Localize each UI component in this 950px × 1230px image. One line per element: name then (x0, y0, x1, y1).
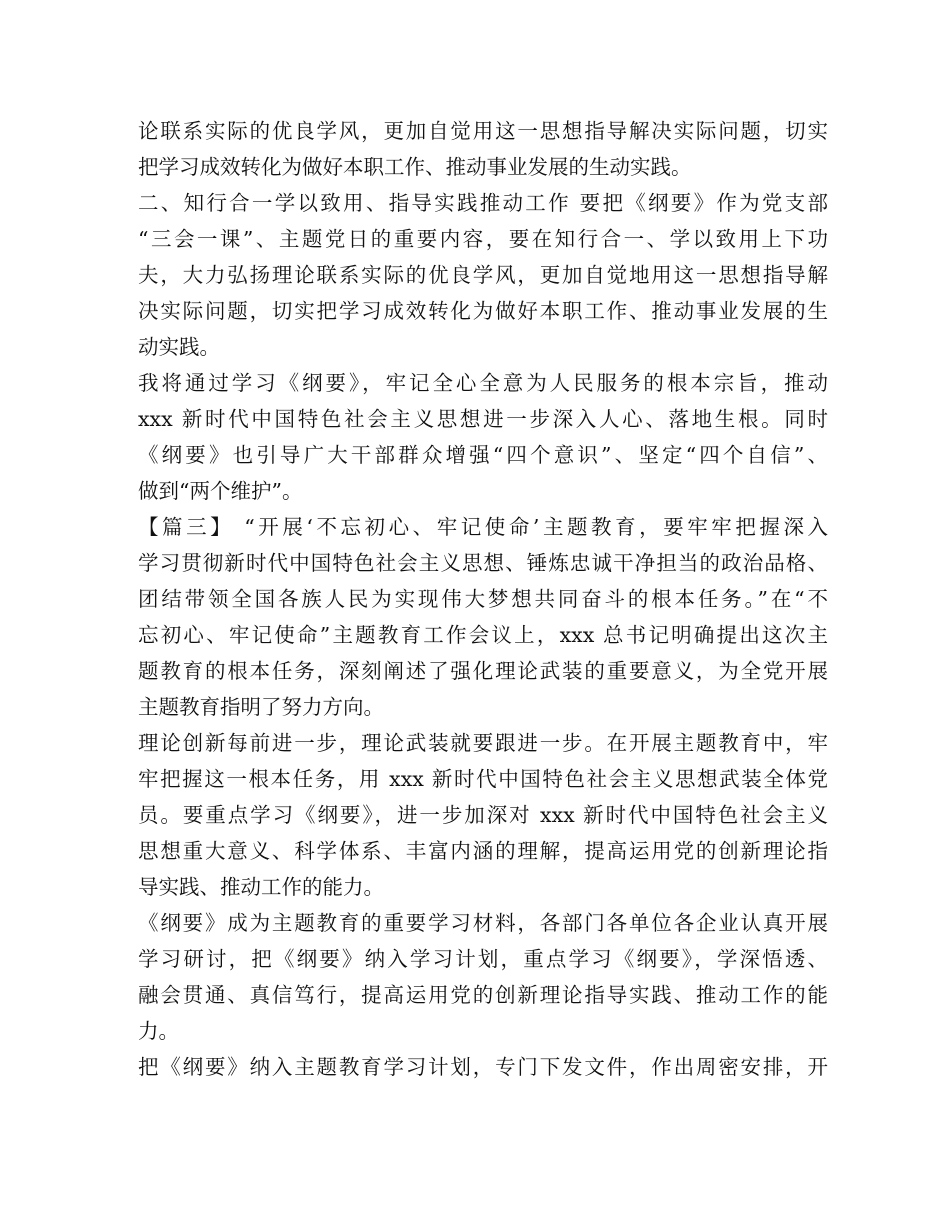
text-line: 做到“两个维护”。 (138, 479, 303, 503)
text-line: 动实践。 (138, 335, 220, 359)
text-line: 主题教育指明了努力方向。 (138, 695, 384, 719)
text-line: 《纲要》成为主题教育的重要学习材料，各部门各单位各企业认真开展 (138, 911, 828, 935)
text-line: 论联系实际的优良学风，更加自觉用这一思想指导解决实际问题，切实 (138, 119, 828, 143)
text-line: 决实际问题，切实把学习成效转化为做好本职工作、推动事业发展的生 (138, 299, 828, 323)
text-line: 力。 (138, 1019, 179, 1043)
text-line: 员。要重点学习《纲要》，进一步加深对 xxx 新时代中国特色社会主义 (138, 803, 828, 827)
text-line: 题教育的根本任务，深刻阐述了强化理论武装的重要意义，为全党开展 (138, 659, 828, 683)
text-line: 我将通过学习《纲要》，牢记全心全意为人民服务的根本宗旨，推动 (138, 371, 828, 395)
text-line: 理论创新每前进一步，理论武装就要跟进一步。在开展主题教育中，牢 (138, 731, 828, 755)
text-line: 导实践、推动工作的能力。 (138, 875, 384, 899)
text-line: 二、知行合一学以致用、指导实践推动工作 要把《纲要》作为党支部 (138, 191, 828, 215)
text-line: 学习研讨，把《纲要》纳入学习计划，重点学习《纲要》，学深悟透、 (138, 947, 828, 971)
document-body (138, 113, 828, 1085)
text-line: “三会一课”、主题党日的重要内容，要在知行合一、学以致用上下功 (138, 227, 828, 251)
section-heading-line: 【篇三】 “开展‘不忘初心、牢记使命’主题教育，要牢牢把握深入 (138, 515, 828, 539)
text-line: 学习贯彻新时代中国特色社会主义思想、锤炼忠诚干净担当的政治品格、 (138, 551, 828, 575)
text-line: 把《纲要》纳入主题教育学习计划，专门下发文件，作出周密安排，开 (138, 1055, 828, 1079)
text-line: 忘初心、牢记使命”主题教育工作会议上，xxx 总书记明确提出这次主 (138, 623, 828, 647)
text-line: 牢把握这一根本任务，用 xxx 新时代中国特色社会主义思想武装全体党 (138, 767, 828, 791)
text-line: 《纲要》也引导广大干部群众增强“四个意识”、坚定“四个自信”、 (138, 443, 828, 467)
text-line: 夫，大力弘扬理论联系实际的优良学风，更加自觉地用这一思想指导解 (138, 263, 828, 287)
text-line: 思想重大意义、科学体系、丰富内涵的理解，提高运用党的创新理论指 (138, 839, 828, 863)
text-line: 把学习成效转化为做好本职工作、推动事业发展的生动实践。 (138, 155, 692, 179)
text-line: 融会贯通、真信笃行，提高运用党的创新理论指导实践、推动工作的能 (138, 983, 828, 1007)
text-line: xxx 新时代中国特色社会主义思想进一步深入人心、落地生根。同时 (138, 407, 828, 431)
text-line: 团结带领全国各族人民为实现伟大梦想共同奋斗的根本任务。”在“不 (138, 587, 828, 611)
